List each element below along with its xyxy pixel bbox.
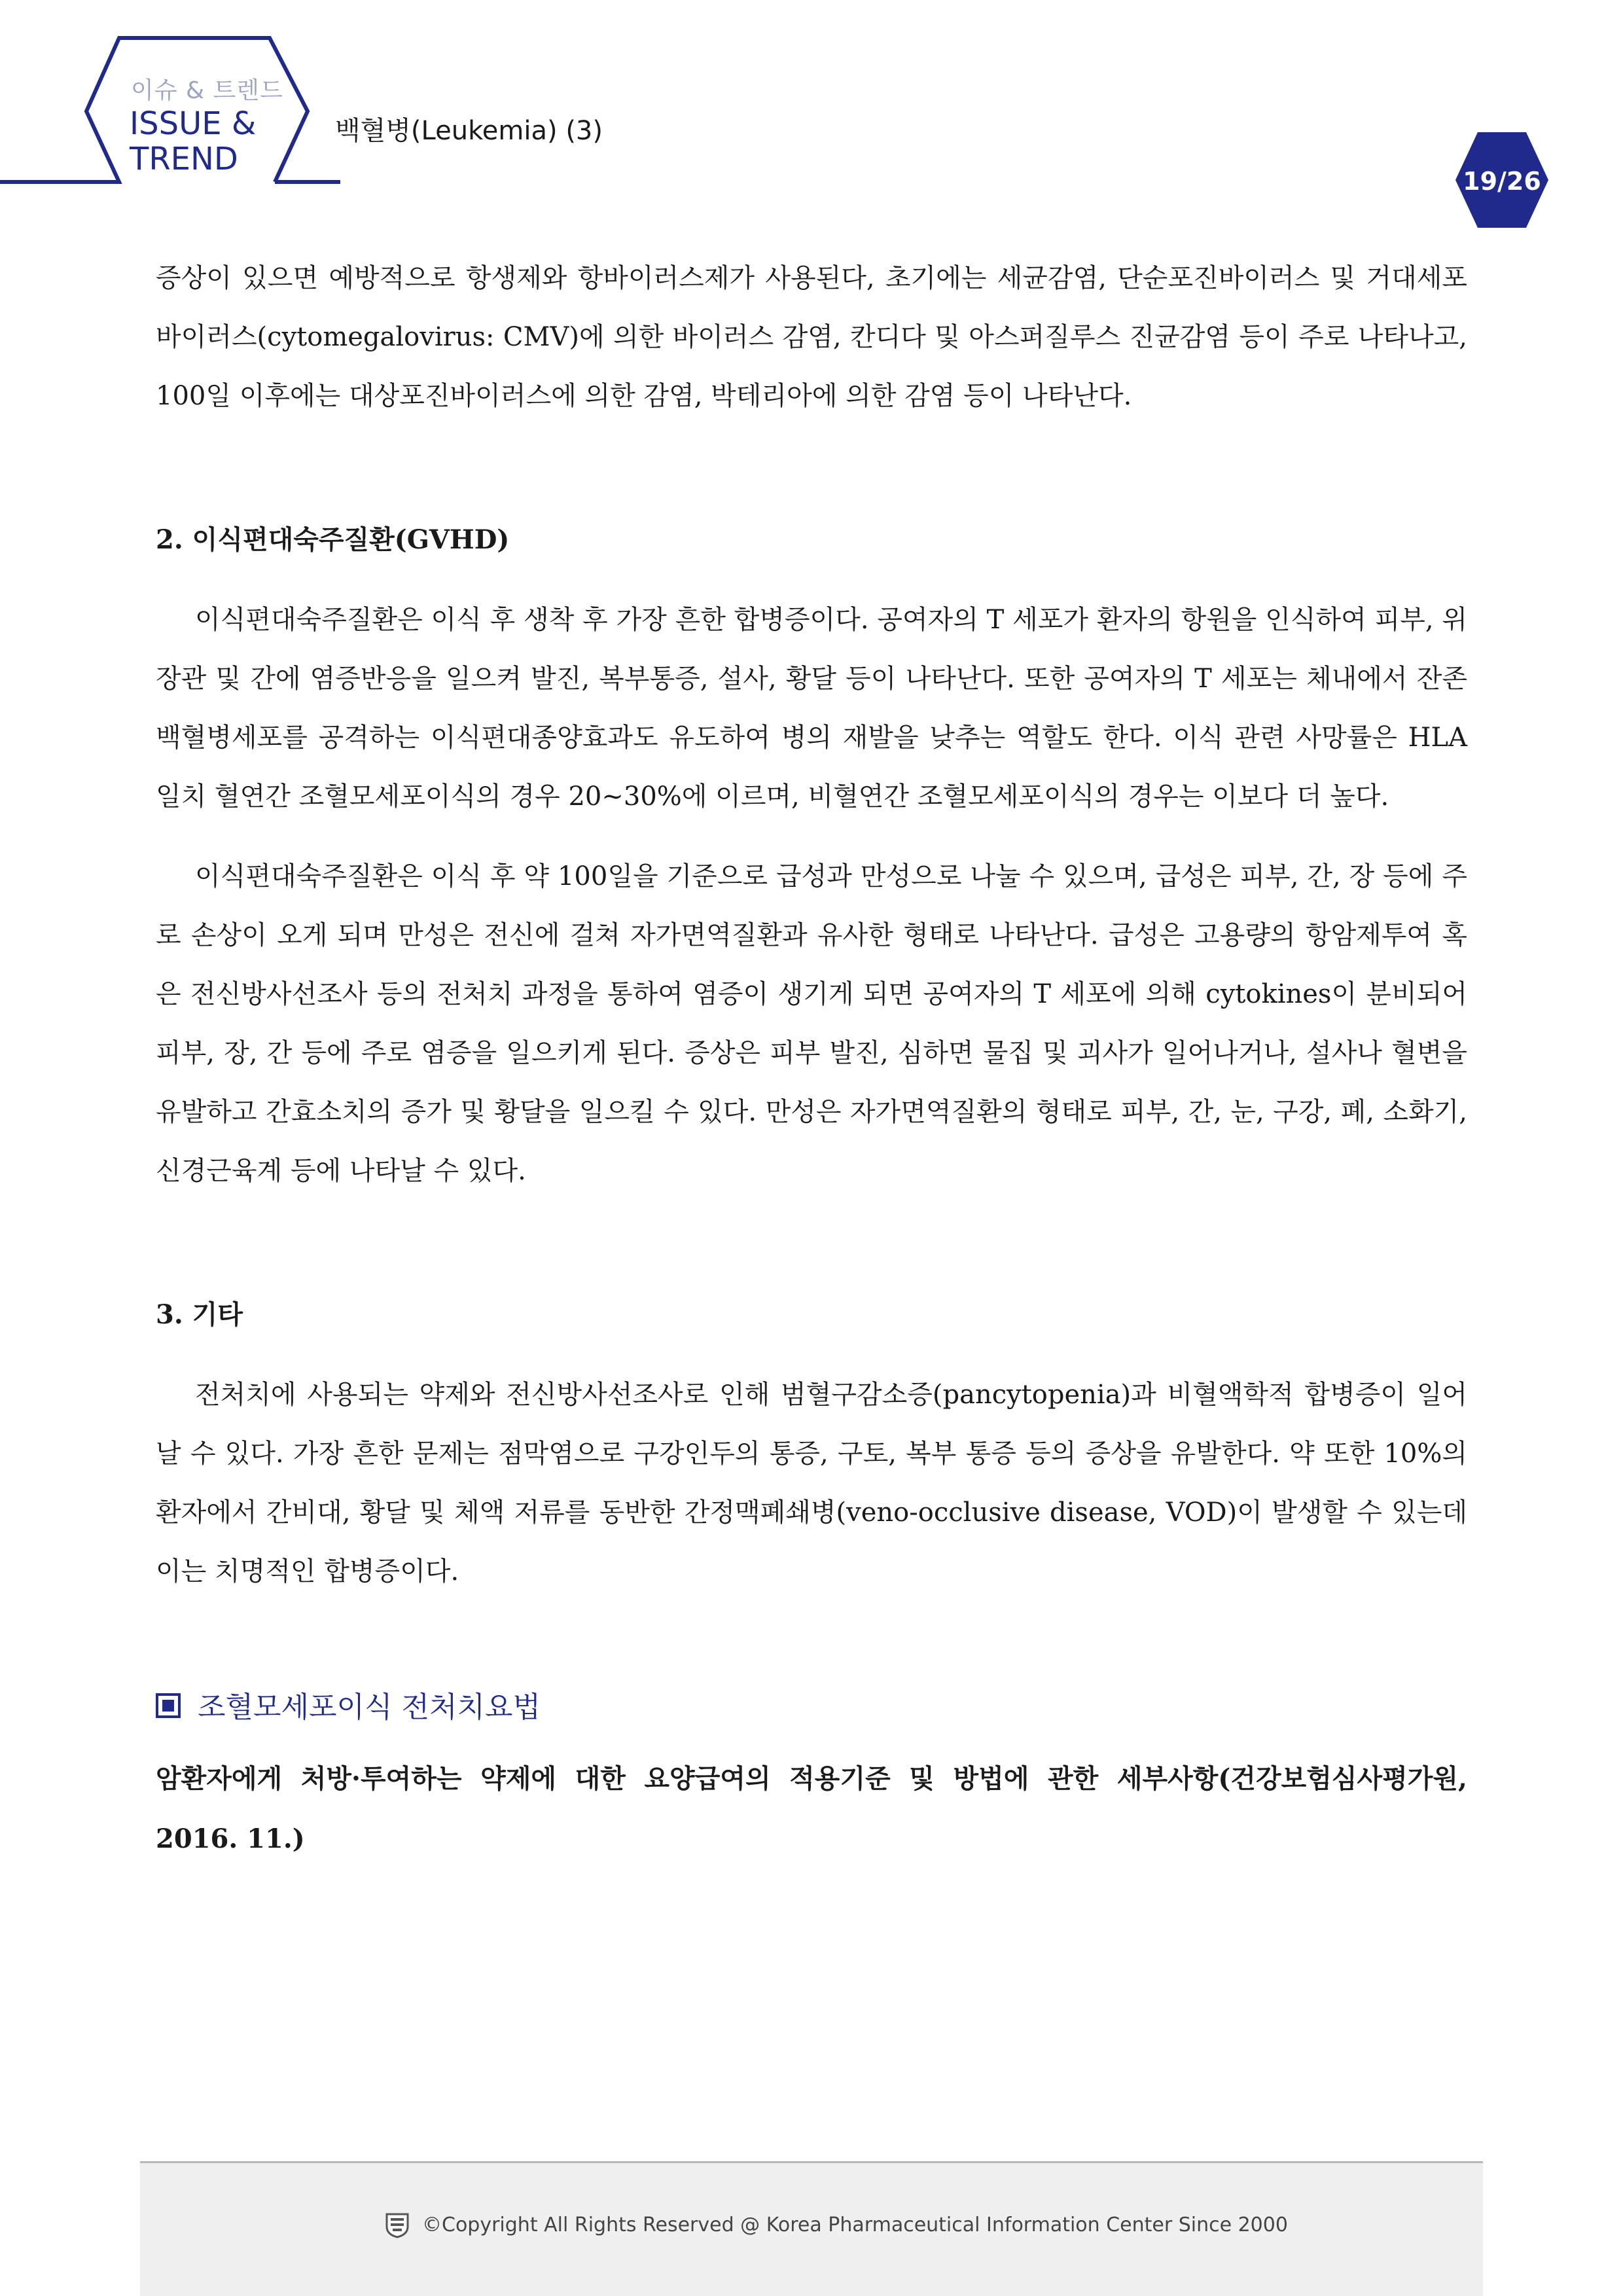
- box-heading: [156, 1678, 1467, 1737]
- section-heading-gvhd: 2. 이식편대숙주질환(GVHD): [156, 524, 510, 555]
- logo-title-line2: TREND: [130, 141, 238, 177]
- section-heading-other: 3. 기타: [156, 1299, 243, 1330]
- main-content: [156, 249, 1467, 1869]
- paragraph-gvhd-2: 이식편대숙주질환은 이식 후 약 100일을 기준으로 급성과 만성으로 나눌 수 있으며, 급성은 피부, 간, 장 등에 주로 손상이 오게 되며 만성은 전신에 걸쳐 자가면역질환과 유사한 형태로 나타난다. 급성은 고용량의 항암제투여 혹은 전신방사선조사 등의 전처치 과정을 통하여 염증이 생기게 되면 공여자의 T 세포에 의해 cytokines이 분비되어 피부, 장, 간 등에 주로 염증을 일으키게 된다. 증상은 피부 발진, 심하면 물집 및 괴사가 일어나거나, 설사나 혈변을 유발하고 간효소치의 증가 및 황달을 일으킬 수 있다. 만성은 자가면역질환의 형태로 피부, 간, 눈, 구강, 폐, 소화기, 신경근육계 등에 나타날 수 있다.: [156, 861, 1467, 1186]
- page-header: [0, 0, 1623, 223]
- logo-title: [130, 106, 256, 177]
- page-number: 19/26: [1463, 167, 1541, 196]
- square-bullet-icon: [156, 1693, 181, 1718]
- paragraph-infection: 증상이 있으면 예방적으로 항생제와 항바이러스제가 사용된다, 초기에는 세균감염, 단순포진바이러스 및 거대세포바이러스(cytomegalovirus: CMV)에 의한 바이러스 감염, 칸디다 및 아스퍼질루스 진균감염 등이 주로 나타나고, 100일 이후에는 대상포진바이러스에 의한 감염, 박테리아에 의한 감염 등이 나타난다.: [156, 263, 1467, 411]
- kpic-emblem-icon: [385, 2212, 410, 2238]
- logo-title-line1: ISSUE &: [130, 105, 257, 142]
- box-heading-text: 조혈모세포이식 전처치요법: [198, 1691, 541, 1724]
- copyright-text: ©Copyright All Rights Reserved @ Korea Pharmaceutical Information Center Since 2000: [422, 2214, 1288, 2236]
- paragraph-gvhd-1: 이식편대숙주질환은 이식 후 생착 후 가장 흔한 합병증이다. 공여자의 T 세포가 환자의 항원을 인식하여 피부, 위장관 및 간에 염증반응을 일으켜 발진, 복부통증, 설사, 황달 등이 나타난다. 또한 공여자의 T 세포는 체내에서 잔존 백혈병세포를 공격하는 이식편대종양효과도 유도하여 병의 재발을 낮추는 역할도 한다. 이식 관련 사망률은 HLA 일치 혈연간 조혈모세포이식의 경우 20~30%에 이르며, 비혈연간 조혈모세포이식의 경우는 이보다 더 높다.: [156, 605, 1467, 812]
- reference-citation: 암환자에게 처방·투여하는 약제에 대한 요양급여의 적용기준 및 방법에 관한 세부사항(건강보험심사평가원, 2016. 11.): [156, 1763, 1467, 1854]
- document-title: 백혈병(Leukemia) (3): [335, 116, 603, 146]
- logo-subtitle: 이슈 & 트렌드: [131, 77, 283, 104]
- paragraph-other: 전처치에 사용되는 약제와 전신방사선조사로 인해 범혈구감소증(pancytopenia)과 비혈액학적 합병증이 일어날 수 있다. 가장 흔한 문제는 점막염으로 구강인두의 통증, 구토, 복부 통증 등의 증상을 유발한다. 약 또한 10%의 환자에서 간비대, 황달 및 체액 저류를 동반한 간정맥폐쇄병(veno-occlusive disease, VOD)이 발생할 수 있는데 이는 치명적인 합병증이다.: [156, 1380, 1467, 1587]
